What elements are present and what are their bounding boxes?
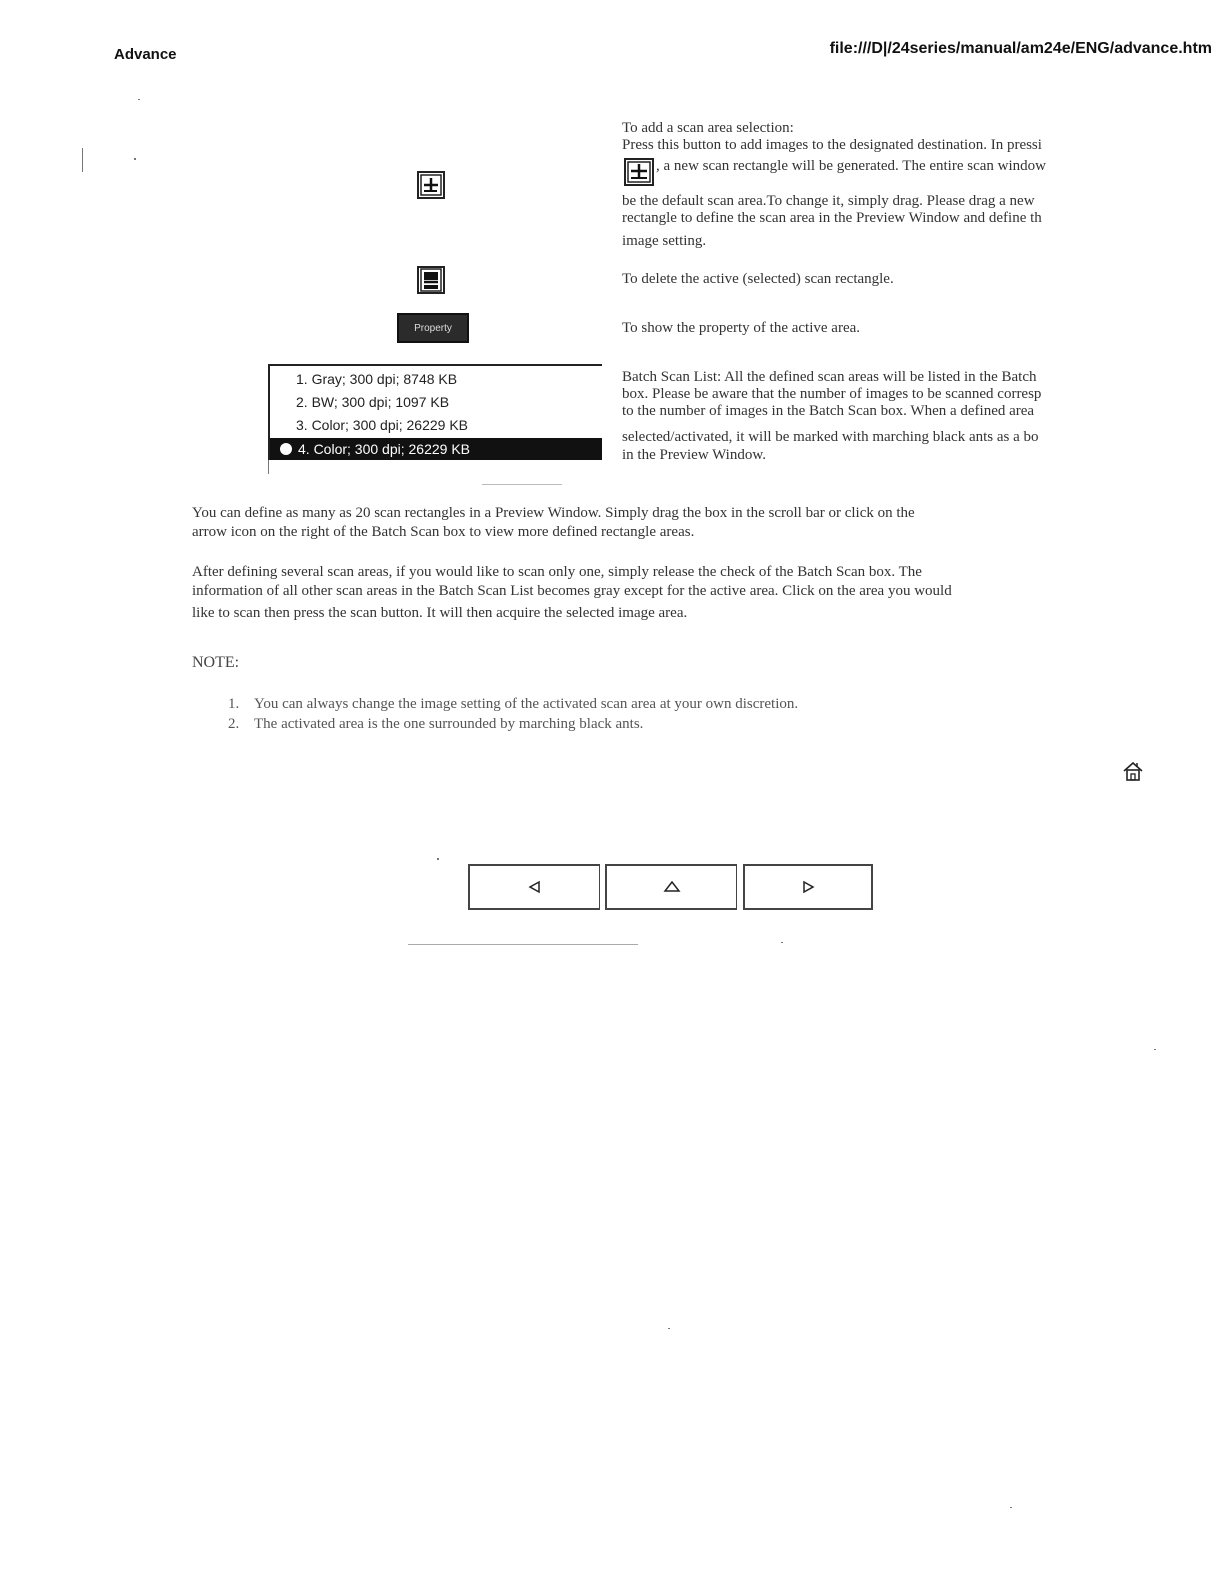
add-desc-line: , a new scan rectangle will be generated. The entire scan window <box>656 158 1046 174</box>
up-page-button[interactable] <box>605 864 737 910</box>
batch-scan-list[interactable] <box>268 364 602 460</box>
page-title: Advance <box>114 46 177 63</box>
footer-rule <box>408 944 638 945</box>
batch-list-item[interactable]: 2. BW; 300 dpi; 1097 KB <box>296 394 450 410</box>
note-item-text: You can always change the image setting of the activated scan area at your own discretion. <box>254 696 799 712</box>
property-desc: To show the property of the active area. <box>622 320 861 336</box>
add-desc-line: To add a scan area selection: <box>622 120 794 136</box>
note-item-number: 1. <box>228 696 240 712</box>
batch-desc-line: box. Please be aware that the number of images to be scanned corresp <box>622 386 1042 402</box>
list-bottom-rule <box>482 484 562 485</box>
batch-desc-line: to the number of images in the Batch Scan box. When a defined area <box>622 403 1035 419</box>
home-link[interactable] <box>1122 760 1144 782</box>
scan-mark <box>668 1328 670 1329</box>
delete-scan-area-icon <box>420 268 442 292</box>
add-scan-area-button[interactable] <box>417 171 445 199</box>
batch-list-item[interactable]: 3. Color; 300 dpi; 26229 KB <box>296 417 469 433</box>
home-icon <box>1122 760 1144 782</box>
next-arrow-icon <box>800 879 816 895</box>
body-paragraph-2-line: information of all other scan areas in the Batch Scan List becomes gray except for the active area. Click on the area you would <box>192 583 952 599</box>
scan-mark <box>134 158 136 160</box>
property-button[interactable]: Property <box>397 313 469 343</box>
scan-mark <box>138 99 140 100</box>
delete-scan-area-button[interactable] <box>417 266 445 294</box>
note-item <box>228 694 798 714</box>
scan-mark <box>1010 1507 1012 1508</box>
page-url: file:///D|/24series/manual/am24e/ENG/advance.htm <box>829 40 1212 57</box>
add-scan-area-icon <box>627 161 651 183</box>
scan-mark <box>781 942 783 943</box>
delete-desc: To delete the active (selected) scan rectangle. <box>622 271 894 287</box>
note-item-number: 2. <box>228 716 240 732</box>
scan-mark <box>1154 1049 1156 1050</box>
body-paragraph-2-line: like to scan then press the scan button. It will then acquire the selected image area. <box>192 605 688 621</box>
add-desc-line: image setting. <box>622 233 707 249</box>
add-desc-line: be the default scan area.To change it, simply drag. Please drag a new <box>622 193 1035 209</box>
batch-desc-line: selected/activated, it will be marked with marching black ants as a bo <box>622 429 1039 445</box>
scan-mark <box>82 148 83 172</box>
scan-mark <box>437 858 439 860</box>
note-heading: NOTE: <box>192 654 240 671</box>
up-arrow-icon <box>663 879 681 895</box>
note-list <box>228 694 798 734</box>
selected-dot-icon <box>280 443 292 455</box>
body-paragraph-2-line: After defining several scan areas, if you would like to scan only one, simply release the check of the Batch Scan box. The <box>192 564 922 580</box>
prev-page-button[interactable] <box>468 864 600 910</box>
batch-list-item-label: 4. Color; 300 dpi; 26229 KB <box>298 441 471 457</box>
add-desc-line: Press this button to add images to the designated destination. In pressi <box>622 137 1042 153</box>
list-left-edge <box>268 460 269 474</box>
inline-add-icon-box <box>624 158 654 186</box>
next-page-button[interactable] <box>743 864 873 910</box>
batch-list-item[interactable]: 1. Gray; 300 dpi; 8748 KB <box>296 371 458 387</box>
note-item <box>228 714 798 734</box>
note-item-text: The activated area is the one surrounded by marching black ants. <box>254 716 644 732</box>
prev-arrow-icon <box>527 879 543 895</box>
body-paragraph-1-line: arrow icon on the right of the Batch Scan box to view more defined rectangle areas. <box>192 524 695 540</box>
add-scan-area-icon <box>420 174 442 196</box>
batch-desc-line: Batch Scan List: All the defined scan areas will be listed in the Batch <box>622 369 1037 385</box>
batch-list-item-selected[interactable] <box>270 438 602 460</box>
body-paragraph-1-line: You can define as many as 20 scan rectangles in a Preview Window. Simply drag the box in the scroll bar or click on the <box>192 505 915 521</box>
add-desc-line: rectangle to define the scan area in the Preview Window and define th <box>622 210 1042 226</box>
batch-desc-line: in the Preview Window. <box>622 447 766 463</box>
